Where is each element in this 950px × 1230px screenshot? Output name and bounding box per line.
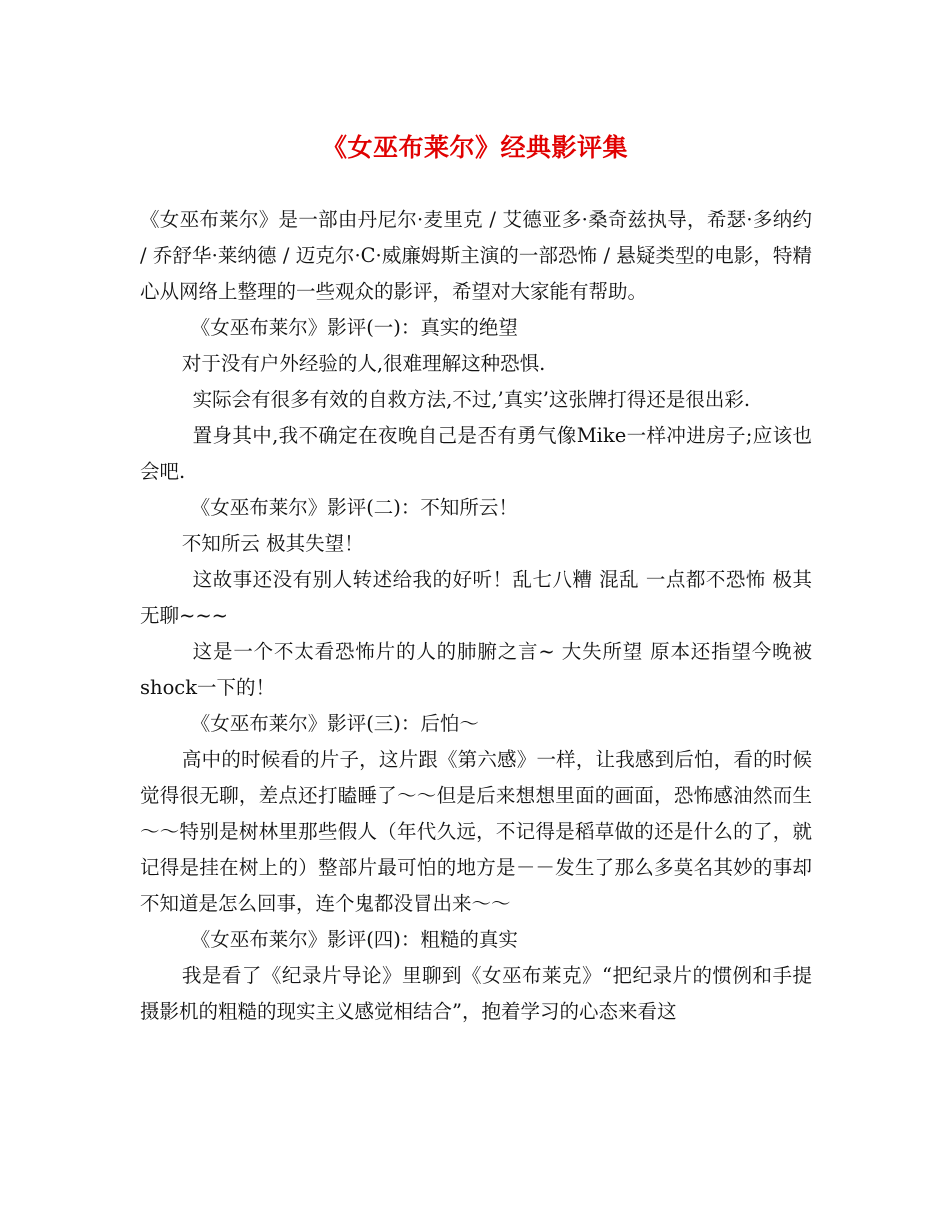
document-title: 《女巫布莱尔》经典影评集 — [321, 133, 628, 162]
intro-paragraph: 《女巫布莱尔》是一部由丹尼尔·麦里克 / 艾德亚多·桑奇兹执导，希瑟·多纳约 / 乔舒华·莱纳德 / 迈克尔·C·威廉姆斯主演的一部恐怖 / 悬疑类型的电影，特精心从网络上整理的一些观众的影评，希望对大家能有帮助。 — [140, 208, 812, 303]
document-body — [140, 202, 812, 1030]
body-paragraph: 我是看了《纪录片导论》里聊到《女巫布莱克》“把纪录片的惯例和手提摄影机的粗糙的现实主义感觉相结合”，抱着学习的心态来看这 — [140, 964, 812, 1023]
body-paragraph: 这是一个不太看恐怖片的人的肺腑之言~ 大失所望 原本还指望今晚被shock一下的！ — [140, 640, 812, 699]
body-paragraph: 置身其中,我不确定在夜晚自己是否有勇气像Mike一样冲进房子;应该也会吧. — [140, 424, 812, 483]
body-paragraph: 实际会有很多有效的自救方法,不过,’真实’这张牌打得还是很出彩. — [192, 388, 751, 411]
review-heading-4: 《女巫布莱尔》影评(四)：粗糙的真实 — [190, 928, 518, 951]
review-heading-3: 《女巫布莱尔》影评(三)：后怕～ — [190, 712, 479, 735]
body-paragraph: 对于没有户外经验的人,很难理解这种恐惧. — [181, 352, 546, 375]
body-paragraph: 高中的时候看的片子，这片跟《第六感》一样，让我感到后怕，看的时候觉得很无聊，差点还打瞌睡了～～但是后来想想里面的画面，恐怖感油然而生～～特别是树林里那些假人（年代久远，不记得是稻草做的还是什么的了，就记得是挂在树上的）整部片最可怕的地方是－－发生了那么多莫名其妙的事却不知道是怎么回事，连个鬼都没冒出来～～ — [140, 748, 812, 915]
review-heading-2: 《女巫布莱尔》影评(二)：不知所云！ — [190, 496, 518, 519]
body-paragraph: 不知所云 极其失望！ — [181, 532, 364, 555]
body-paragraph: 这故事还没有别人转述给我的好听！乱七八糟 混乱 一点都不恐怖 极其无聊~~~ — [140, 568, 812, 627]
review-heading-1: 《女巫布莱尔》影评(一)：真实的绝望 — [190, 316, 518, 339]
